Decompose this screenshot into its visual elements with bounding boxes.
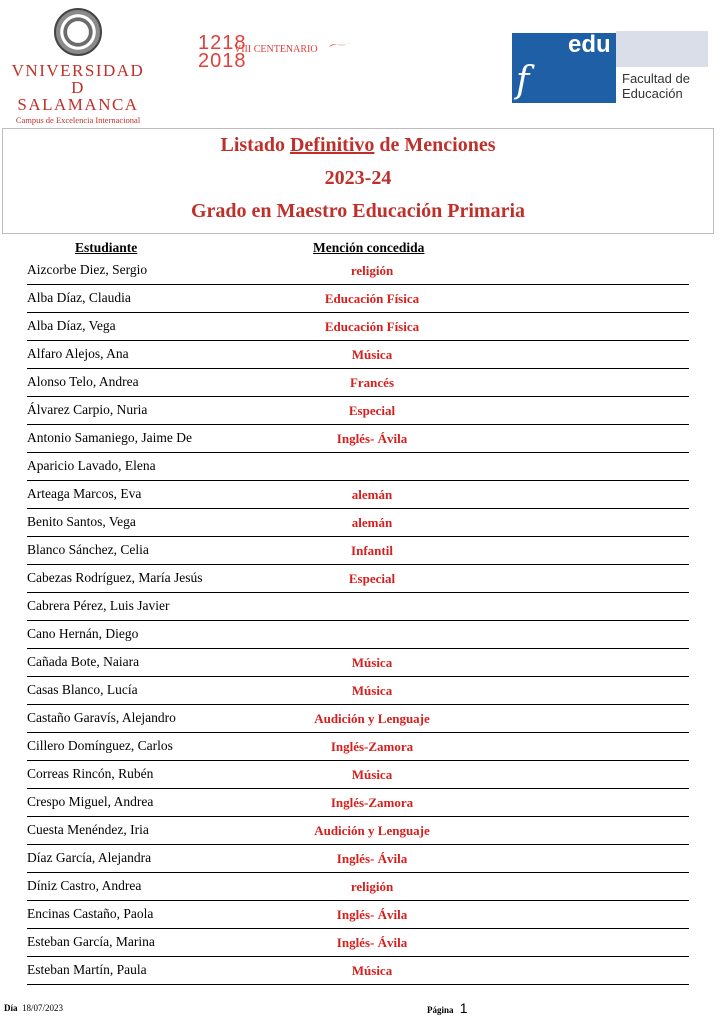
table-row bbox=[27, 649, 689, 677]
student-name: Crespo Miguel, Andrea bbox=[27, 794, 154, 809]
mention-value: Francés bbox=[349, 375, 395, 390]
mention-value: Inglés- Ávila bbox=[336, 935, 408, 950]
table-row bbox=[27, 677, 689, 705]
student-name: Cabrera Pérez, Luis Javier bbox=[27, 598, 170, 613]
faculty-edu-text: edu bbox=[568, 31, 611, 58]
student-name: Álvarez Carpio, Nuria bbox=[27, 402, 148, 417]
title-box bbox=[2, 128, 714, 234]
mentions-table bbox=[27, 240, 689, 985]
mention-value: Música bbox=[351, 347, 393, 362]
student-name: Casas Blanco, Lucía bbox=[27, 682, 138, 697]
student-name: Correas Rincón, Rubén bbox=[27, 766, 154, 781]
student-name: Díaz García, Alejandra bbox=[27, 850, 152, 865]
table-row bbox=[27, 705, 689, 733]
title-pre: Listado bbox=[220, 134, 290, 156]
student-name: Esteban García, Marina bbox=[27, 934, 155, 949]
student-name: Antonio Samaniego, Jaime De bbox=[27, 430, 192, 445]
university-subtitle: Campus de Excelencia Internacional bbox=[15, 115, 141, 125]
table-header bbox=[27, 240, 689, 257]
title-year: 2023-24 bbox=[324, 167, 392, 189]
student-name: Cuesta Menéndez, Iria bbox=[27, 822, 149, 837]
table-row bbox=[27, 397, 689, 425]
student-name: Alba Díaz, Vega bbox=[27, 318, 116, 333]
header-student: Estudiante bbox=[75, 240, 138, 255]
table-row bbox=[27, 425, 689, 453]
table-row bbox=[27, 481, 689, 509]
table-row bbox=[27, 593, 689, 621]
table-row bbox=[27, 509, 689, 537]
faculty-f-icon: f bbox=[516, 60, 530, 101]
student-name: Cabezas Rodríguez, María Jesús bbox=[27, 570, 203, 585]
student-name: Aizcorbe Diez, Sergio bbox=[27, 262, 148, 277]
table-row bbox=[27, 845, 689, 873]
mention-value: Educación Física bbox=[324, 291, 420, 306]
table-row bbox=[27, 901, 689, 929]
table-row bbox=[27, 565, 689, 593]
mention-value: Música bbox=[351, 767, 393, 782]
footer-page-number: 1 bbox=[459, 1000, 468, 1016]
faculty-logo-band bbox=[616, 31, 708, 67]
footer-date-value: 18/07/2023 bbox=[22, 1003, 64, 1013]
student-name: Blanco Sánchez, Celia bbox=[27, 542, 149, 557]
mention-value: Especial bbox=[348, 571, 396, 586]
mention-value: Música bbox=[351, 963, 393, 978]
mention-value: Inglés-Zamora bbox=[330, 739, 414, 754]
mention-value: Especial bbox=[348, 403, 396, 418]
table-row bbox=[27, 957, 689, 985]
centenary-label: VIII CENTENARIO bbox=[234, 44, 318, 55]
university-logo bbox=[8, 8, 148, 125]
centenary-logo bbox=[198, 34, 358, 82]
mention-value: religión bbox=[350, 879, 394, 894]
table-row bbox=[27, 789, 689, 817]
student-name: Aparicio Lavado, Elena bbox=[27, 458, 156, 473]
table-row bbox=[27, 285, 689, 313]
header-mention: Mención concedida bbox=[313, 240, 425, 255]
university-seal-icon bbox=[54, 8, 102, 56]
mention-value: alemán bbox=[351, 515, 393, 530]
swoosh-icon bbox=[328, 38, 352, 52]
student-name: Cañada Bote, Naiara bbox=[27, 654, 140, 669]
title-post: de Menciones bbox=[374, 134, 496, 156]
student-name: Alba Díaz, Claudia bbox=[27, 290, 131, 305]
student-name: Encinas Castaño, Paola bbox=[27, 906, 154, 921]
table-row bbox=[27, 257, 689, 285]
table-row bbox=[27, 537, 689, 565]
mention-value: Inglés-Zamora bbox=[330, 795, 414, 810]
mention-value: Educación Física bbox=[324, 319, 420, 334]
student-name: Díniz Castro, Andrea bbox=[27, 878, 142, 893]
faculty-logo bbox=[512, 33, 708, 103]
student-name: Esteban Martín, Paula bbox=[27, 962, 147, 977]
faculty-name: Facultad de Educación bbox=[622, 71, 690, 101]
mention-value: Música bbox=[351, 655, 393, 670]
university-name bbox=[8, 62, 148, 113]
university-name-line2: D SALAMANCA bbox=[17, 78, 139, 114]
table-row bbox=[27, 453, 689, 481]
mention-value: alemán bbox=[351, 487, 393, 502]
footer-page bbox=[427, 1000, 468, 1016]
student-name: Arteaga Marcos, Eva bbox=[27, 486, 142, 501]
table-row bbox=[27, 873, 689, 901]
student-name: Alfaro Alejos, Ana bbox=[27, 346, 129, 361]
table-row bbox=[27, 621, 689, 649]
mention-value: religión bbox=[350, 263, 394, 278]
table-row bbox=[27, 341, 689, 369]
mention-value: Inglés- Ávila bbox=[336, 907, 408, 922]
centenary-years: 1218 2018 bbox=[198, 32, 247, 72]
mention-value: Audición y Lenguaje bbox=[314, 823, 430, 838]
table-row bbox=[27, 929, 689, 957]
mention-value: Música bbox=[351, 683, 393, 698]
table-row bbox=[27, 761, 689, 789]
table-row bbox=[27, 369, 689, 397]
table-row bbox=[27, 817, 689, 845]
footer-date bbox=[4, 1003, 63, 1013]
table-row bbox=[27, 313, 689, 341]
footer-date-label: Día bbox=[4, 1003, 18, 1013]
university-name-line1: VNIVERSIDAD bbox=[11, 61, 145, 80]
student-name: Cano Hernán, Diego bbox=[27, 626, 139, 641]
footer-page-label: Página bbox=[427, 1005, 454, 1015]
mention-value: Infantil bbox=[351, 543, 393, 558]
mention-value: Inglés- Ávila bbox=[336, 431, 408, 446]
table-row bbox=[27, 733, 689, 761]
mention-value: Audición y Lenguaje bbox=[314, 711, 430, 726]
title-underlined: Definitivo bbox=[289, 134, 375, 156]
mention-value: Inglés- Ávila bbox=[336, 851, 408, 866]
table-body bbox=[27, 257, 689, 985]
student-name: Cillero Domínguez, Carlos bbox=[27, 738, 173, 753]
student-name: Castaño Garavís, Alejandro bbox=[27, 710, 176, 725]
student-name: Benito Santos, Vega bbox=[27, 514, 136, 529]
title-line-1 bbox=[3, 129, 713, 162]
student-name: Alonso Telo, Andrea bbox=[27, 374, 139, 389]
title-degree: Grado en Maestro Educación Primaria bbox=[190, 200, 526, 222]
